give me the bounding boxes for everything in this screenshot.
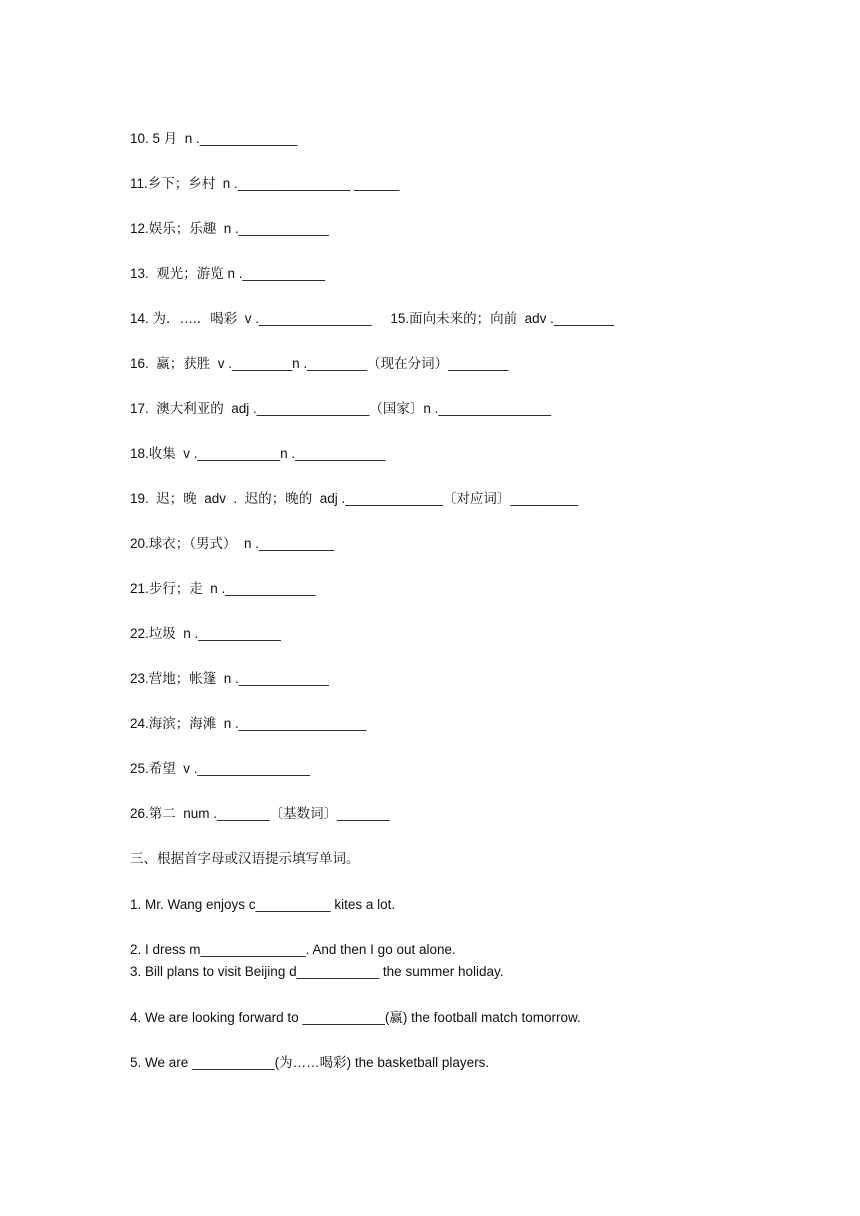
vocab-item-22: 22.垃圾 n .___________ [130, 626, 281, 641]
vocab-item-17: 17. 澳大利亚的 adj ._______________（国家〕n ._______________ [130, 401, 552, 416]
exercise-item-3: 3. Bill plans to visit Beijing d___________ the summer holiday. [130, 964, 504, 979]
vocab-item-14-15: 14. 为．….．喝彩 v ._______________ 15.面向未来的；向前 adv .________ [130, 311, 614, 326]
vocab-item-13: 13. 观光；游览 n .___________ [130, 266, 326, 281]
exercise-item-1: 1. Mr. Wang enjoys c__________ kites a lot. [130, 897, 396, 912]
vocab-item-19: 19. 迟；晚 adv . 迟的；晚的 adj ._____________〔对应词〕_________ [130, 491, 578, 506]
vocab-item-26: 26.第二 num ._______〔基数词〕_______ [130, 806, 390, 821]
vocab-item-16: 16. 赢；获胜 v .________n .________（现在分词）________ [130, 356, 509, 371]
vocab-item-11: 11.乡下；乡村 n ._______________ ______ [130, 176, 400, 191]
vocab-item-25: 25.希望 v ._______________ [130, 761, 311, 776]
vocab-item-18: 18.收集 v .___________n .____________ [130, 446, 386, 461]
vocab-item-21: 21.步行；走 n .____________ [130, 581, 316, 596]
exercise-item-2: 2. I dress m______________. And then I go out alone. [130, 942, 456, 957]
section-heading: 三、根据首字母或汉语提示填写单词。 [130, 851, 360, 866]
vocab-item-24: 24.海滨；海滩 n ._________________ [130, 716, 367, 731]
vocab-item-23: 23.营地；帐篷 n .____________ [130, 671, 329, 686]
exercise-item-4: 4. We are looking forward to ___________(赢) the football match tomorrow. [130, 1010, 581, 1025]
exercise-item-5: 5. We are ___________(为……喝彩) the basketball players. [130, 1055, 490, 1070]
vocab-item-20: 20.球衣；（男式） n .__________ [130, 536, 335, 551]
vocab-item-12: 12.娱乐；乐趣 n .____________ [130, 221, 329, 236]
vocab-item-10: 10. 5 月 n ._____________ [130, 131, 298, 146]
